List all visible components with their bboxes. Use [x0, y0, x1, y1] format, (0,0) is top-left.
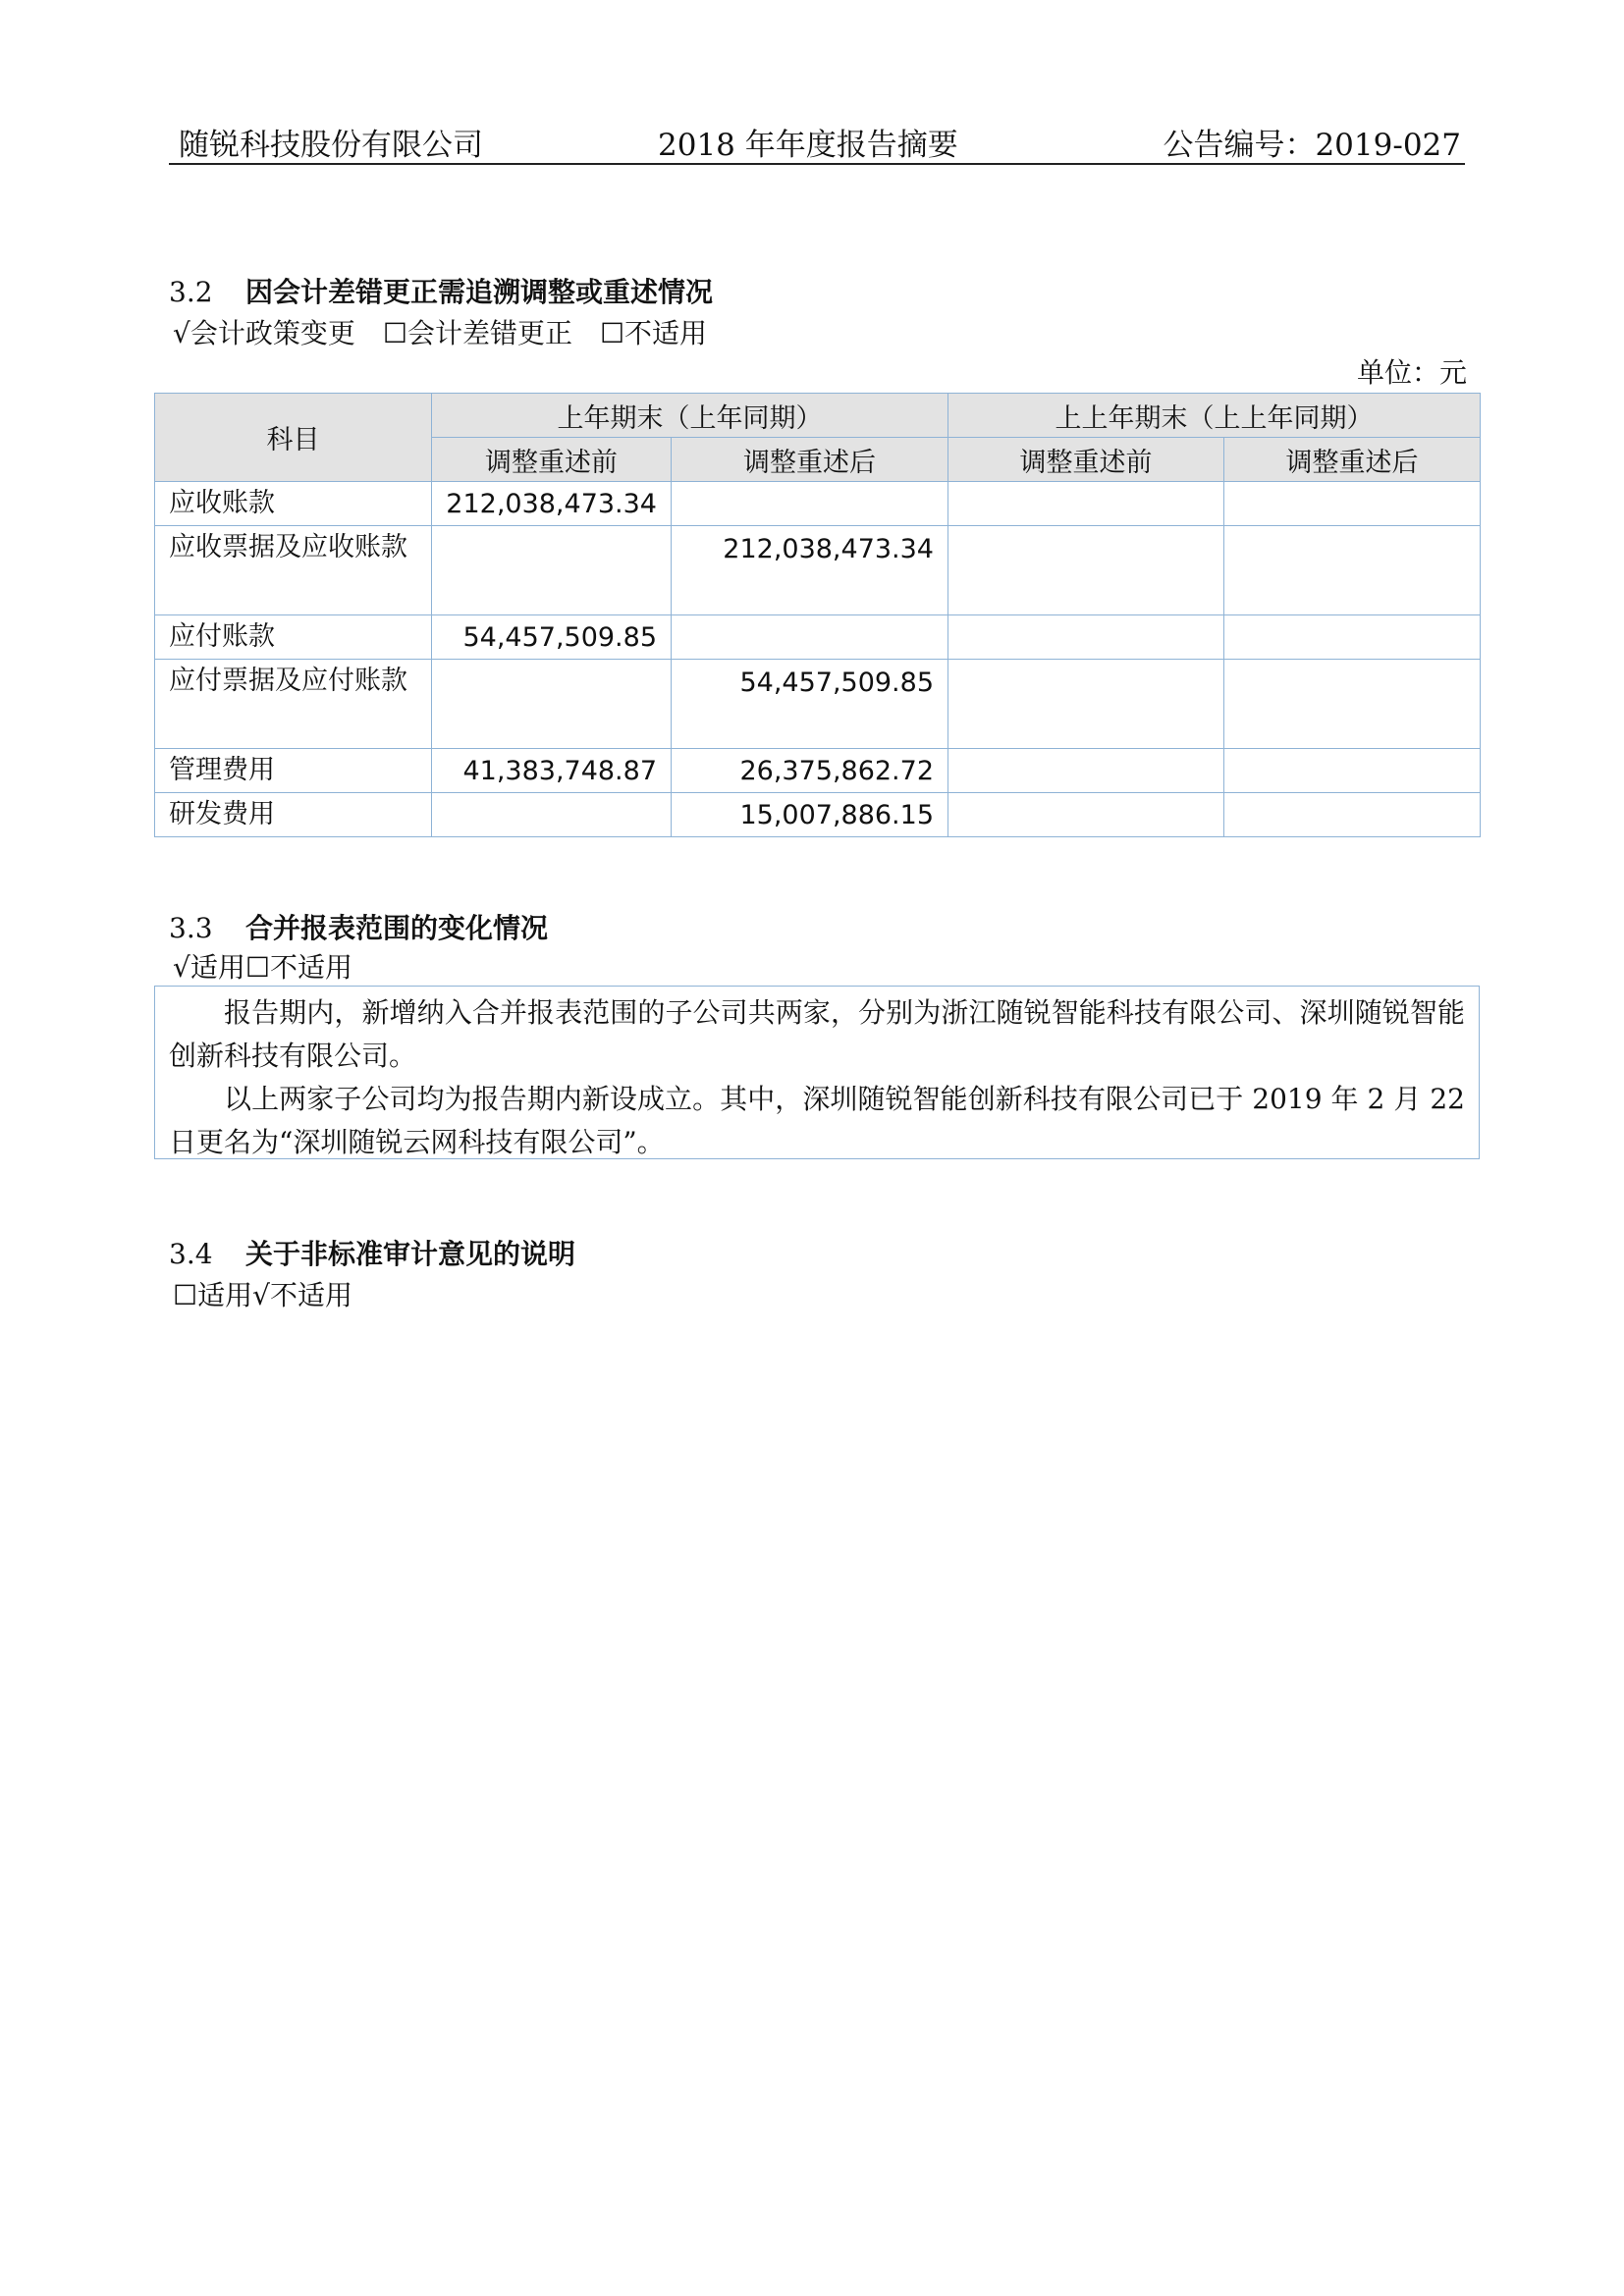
cell-value — [1224, 526, 1481, 615]
subject-header: 科目 — [155, 394, 432, 482]
cell-value — [1224, 793, 1481, 837]
sub-header: 调整重述后 — [1224, 438, 1481, 482]
table-row — [155, 482, 1481, 526]
row-subject: 管理费用 — [155, 749, 432, 793]
cell-value: 212,038,473.34 — [672, 526, 948, 615]
row-subject: 应收账款 — [155, 482, 432, 526]
cell-value — [948, 526, 1224, 615]
cell-value — [432, 660, 672, 749]
cell-value — [432, 526, 672, 615]
section-3-3-options: √适用☐不适用 — [173, 951, 352, 984]
paragraph: 以上两家子公司均为报告期内新设成立。其中，深圳随锐智能创新科技有限公司已于 2019 年 2 月 22 日更名为“深圳随锐云网科技有限公司”。 — [169, 1083, 1465, 1158]
row-subject: 应付账款 — [155, 615, 432, 660]
cell-value: 26,375,862.72 — [672, 749, 948, 793]
section-3-2-options: √会计政策变更 ☐会计差错更正 ☐不适用 — [173, 317, 708, 349]
cell-value — [672, 615, 948, 660]
section-3-3-heading: 合并报表范围的变化情况 — [245, 912, 549, 944]
cell-value — [1224, 749, 1481, 793]
row-subject: 应收票据及应收账款 — [155, 526, 432, 615]
section-3-4-options: ☐适用√不适用 — [173, 1279, 352, 1311]
group-header-prior-year: 上年期末（上年同期） — [432, 394, 948, 438]
cell-value: 54,457,509.85 — [672, 660, 948, 749]
cell-value: 54,457,509.85 — [432, 615, 672, 660]
table-row — [155, 749, 1481, 793]
paragraph: 报告期内，新增纳入合并报表范围的子公司共两家，分别为浙江随锐智能科技有限公司、深圳随锐智能创新科技有限公司。 — [169, 996, 1465, 1072]
sub-header: 调整重述前 — [432, 438, 672, 482]
cell-value — [948, 615, 1224, 660]
cell-value — [948, 793, 1224, 837]
cell-value — [948, 660, 1224, 749]
cell-value: 41,383,748.87 — [432, 749, 672, 793]
table-row — [155, 793, 1481, 837]
cell-value: 15,007,886.15 — [672, 793, 948, 837]
row-subject: 研发费用 — [155, 793, 432, 837]
section-3-2-title — [169, 271, 713, 310]
cell-value — [948, 482, 1224, 526]
row-subject: 应付票据及应付账款 — [155, 660, 432, 749]
section-3-4-number: 3.4 — [169, 1238, 213, 1270]
section-3-2-heading: 因会计差错更正需追溯调整或重述情况 — [245, 276, 714, 308]
sub-header: 调整重述后 — [672, 438, 948, 482]
cell-value: 212,038,473.34 — [432, 482, 672, 526]
table-row — [155, 615, 1481, 660]
cell-value — [1224, 615, 1481, 660]
consolidation-scope-box — [154, 986, 1480, 1159]
unit-label: 单位：元 — [1356, 356, 1467, 389]
header-report-title: 2018 年年度报告摘要 — [658, 128, 958, 163]
cell-value — [672, 482, 948, 526]
restatement-table — [154, 393, 1481, 837]
section-3-4-title — [169, 1233, 575, 1272]
cell-value — [1224, 482, 1481, 526]
table-row — [155, 660, 1481, 749]
section-3-4-heading: 关于非标准审计意见的说明 — [245, 1238, 576, 1270]
cell-value — [1224, 660, 1481, 749]
header-announcement-number: 公告编号：2019-027 — [1163, 128, 1461, 163]
group-header-two-years-prior: 上上年期末（上上年同期） — [948, 394, 1481, 438]
cell-value — [432, 793, 672, 837]
section-3-3-title — [169, 907, 548, 946]
sub-header: 调整重述前 — [948, 438, 1224, 482]
section-3-3-number: 3.3 — [169, 912, 213, 944]
header-company: 随锐科技股份有限公司 — [179, 128, 483, 163]
table-row — [155, 526, 1481, 615]
cell-value — [948, 749, 1224, 793]
section-3-2-number: 3.2 — [169, 276, 213, 308]
page-header — [169, 110, 1465, 165]
